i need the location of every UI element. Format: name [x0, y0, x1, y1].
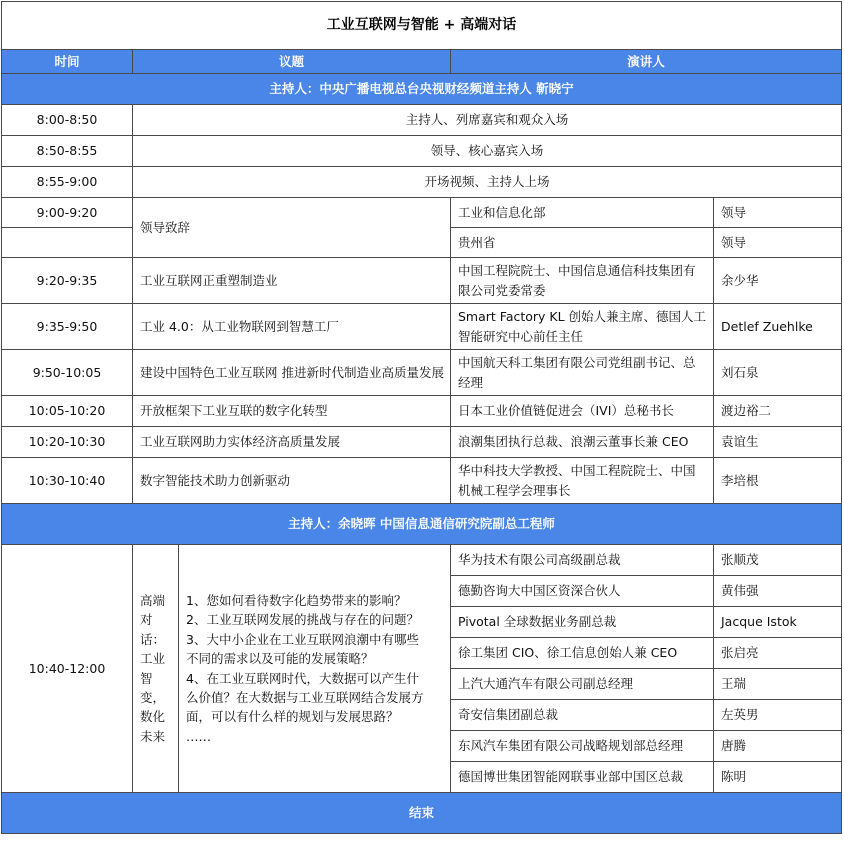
speaker-org: 日本工业价值链促进会（IVI）总秘书长	[451, 396, 714, 427]
speaker-name: 领导	[714, 228, 842, 258]
header-topic: 议题	[133, 50, 451, 74]
speaker-name: 刘石泉	[714, 350, 842, 396]
header-speaker: 演讲人	[451, 50, 842, 74]
row-time: 9:00-9:20	[2, 198, 133, 228]
row-topic: 开场视频、主持人上场	[133, 167, 842, 198]
table-row	[2, 167, 842, 198]
panel-name: 张启亮	[714, 638, 842, 669]
speaker-name: 领导	[714, 198, 842, 228]
agenda-title: 工业互联网与智能 + 高端对话	[2, 2, 842, 50]
table-row	[2, 198, 842, 228]
speaker-org: 中国航天科工集团有限公司党组副书记、总经理	[451, 350, 714, 396]
panel-org: 奇安信集团副总裁	[451, 700, 714, 731]
dialogue-label-line: 对	[140, 612, 153, 628]
host-row-1	[2, 74, 842, 105]
speaker-name: Detlef Zuehlke	[714, 304, 842, 350]
header-time: 时间	[2, 50, 133, 74]
speaker-org: 贵州省	[451, 228, 714, 258]
table-row	[2, 396, 842, 427]
row-topic: 建设中国特色工业互联网 推进新时代制造业高质量发展	[133, 350, 451, 396]
table-row	[2, 105, 842, 136]
table-row	[2, 258, 842, 304]
speaker-org: Smart Factory KL 创始人兼主席、德国人工智能研究中心前任主任	[451, 304, 714, 350]
table-header	[2, 50, 842, 74]
row-topic: 开放框架下工业互联的数字化转型	[133, 396, 451, 427]
row-topic: 主持人、列席嘉宾和观众入场	[133, 105, 842, 136]
host-2: 主持人：余晓晖 中国信息通信研究院副总工程师	[2, 504, 842, 545]
agenda-sheet	[1, 1, 841, 834]
question-line: 么价值？在大数据与工业互联网结合发展方	[186, 689, 424, 705]
table-row	[2, 136, 842, 167]
dialogue-label-line: 高端	[140, 593, 166, 608]
dialogue-label-line: 数化	[140, 709, 166, 725]
row-time: 9:20-9:35	[2, 258, 133, 304]
row-time: 10:30-10:40	[2, 458, 133, 504]
row-time: 8:00-8:50	[2, 105, 133, 136]
row-time-empty	[2, 228, 133, 258]
question-line: 不同的需求以及可能的发展策略？	[186, 651, 374, 667]
table-row	[2, 458, 842, 504]
row-topic: 数字智能技术助力创新驱动	[133, 458, 451, 504]
agenda-table	[1, 1, 842, 834]
dialogue-label-line: 未来	[140, 728, 166, 744]
panel-name: 陈明	[714, 762, 842, 793]
row-time: 9:50-10:05	[2, 350, 133, 396]
dialogue-time: 10:40-12:00	[2, 545, 133, 793]
question-line: 面，可以有什么样的规划与发展思路？	[186, 709, 399, 725]
panel-org: 徐工集团 CIO、徐工信息创始人兼 CEO	[451, 638, 714, 669]
speaker-org: 工业和信息化部	[451, 198, 714, 228]
dialogue-label-line: 智	[140, 670, 153, 686]
host-row-2	[2, 504, 842, 545]
row-topic: 领导、核心嘉宾入场	[133, 136, 842, 167]
panel-name: 左英男	[714, 700, 842, 731]
row-time: 10:05-10:20	[2, 396, 133, 427]
question-line: 3、大中小企业在工业互联网浪潮中有哪些	[186, 631, 419, 647]
table-row	[2, 545, 842, 576]
row-topic: 工业 4.0：从工业物联网到智慧工厂	[133, 304, 451, 350]
end-label: 结束	[2, 793, 842, 834]
panel-org: 德勤咨询大中国区资深合伙人	[451, 576, 714, 607]
dialogue-label-line: 话：	[140, 631, 166, 647]
dialogue-questions	[179, 545, 451, 793]
question-line: 1、您如何看待数字化趋势带来的影响？	[186, 593, 407, 608]
panel-name: 张顺茂	[714, 545, 842, 576]
speaker-name: 余少华	[714, 258, 842, 304]
table-row	[2, 350, 842, 396]
row-time: 8:50-8:55	[2, 136, 133, 167]
panel-org: Pivotal 全球数据业务副总裁	[451, 607, 714, 638]
table-row	[2, 427, 842, 458]
speaker-name: 渡边裕二	[714, 396, 842, 427]
question-line: 4、在工业互联网时代，大数据可以产生什	[186, 670, 419, 686]
host-1: 主持人：中央广播电视总台央视财经频道主持人 靳晓宁	[2, 74, 842, 105]
dialogue-label	[133, 545, 179, 793]
row-topic: 领导致辞	[133, 198, 451, 258]
panel-name: 唐腾	[714, 731, 842, 762]
question-line: 2、工业互联网发展的挑战与存在的问题？	[186, 612, 419, 628]
speaker-org: 华中科技大学教授、中国工程院院士、中国机械工程学会理事长	[451, 458, 714, 504]
panel-org: 上汽大通汽车有限公司副总经理	[451, 669, 714, 700]
row-time: 9:35-9:50	[2, 304, 133, 350]
dialogue-label-line: 变，	[140, 689, 166, 705]
panel-name: Jacque Istok	[714, 607, 842, 638]
table-row	[2, 304, 842, 350]
row-topic: 工业互联网正重塑制造业	[133, 258, 451, 304]
speaker-org: 浪潮集团执行总裁、浪潮云董事长兼 CEO	[451, 427, 714, 458]
panel-org: 华为技术有限公司高级副总裁	[451, 545, 714, 576]
panel-name: 黄伟强	[714, 576, 842, 607]
panel-name: 王瑞	[714, 669, 842, 700]
speaker-name: 袁谊生	[714, 427, 842, 458]
speaker-org: 中国工程院院士、中国信息通信科技集团有限公司党委常委	[451, 258, 714, 304]
speaker-name: 李培根	[714, 458, 842, 504]
end-row	[2, 793, 842, 834]
row-time: 8:55-9:00	[2, 167, 133, 198]
question-line: ……	[186, 728, 211, 744]
row-time: 10:20-10:30	[2, 427, 133, 458]
panel-org: 德国博世集团智能网联事业部中国区总裁	[451, 762, 714, 793]
row-topic: 工业互联网助力实体经济高质量发展	[133, 427, 451, 458]
panel-org: 东风汽车集团有限公司战略规划部总经理	[451, 731, 714, 762]
dialogue-label-line: 工业	[140, 651, 166, 667]
